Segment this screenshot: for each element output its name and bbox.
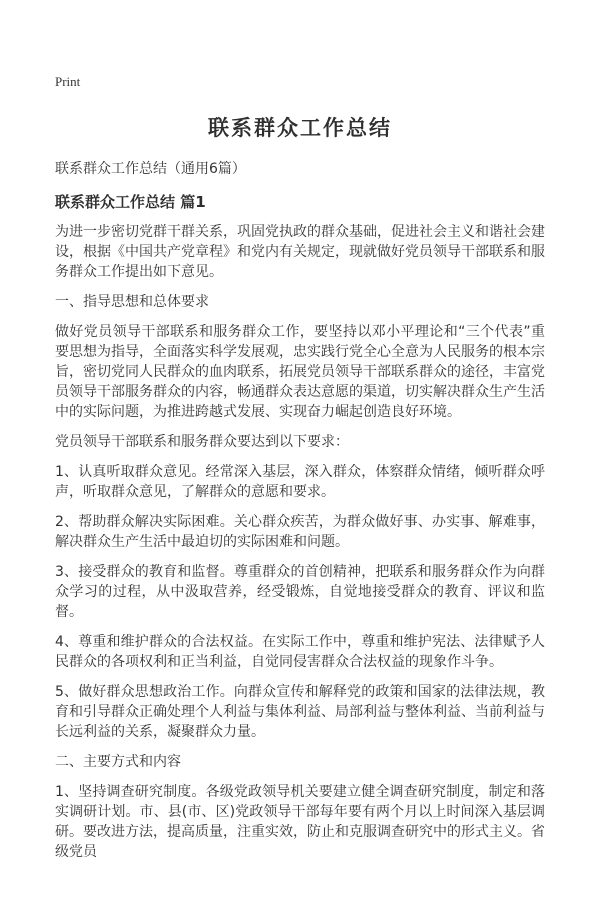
document-subtitle: 联系群众工作总结（通用6篇）	[55, 161, 246, 177]
paragraph: 为进一步密切党群干群关系，巩固党执政的群众基础，促进社会主义和谐社会建设，根据《中国共产党章程》和党内有关规定，现就做好党员领导干部联系和服务群众工作提出如下意见。	[55, 224, 545, 280]
article-content	[55, 222, 545, 862]
paragraph: 做好党员领导干部联系和服务群众工作，要坚持以邓小平理论和“三个代表”重要思想为指导，全面落实科学发展观，忠实践行党全心全意为人民服务的根本宗旨，密切党同人民群众的血肉联系，拓展党员领导干部联系群众的途径，丰富党员领导干部服务群众的内容，畅通群众表达意愿的渠道，切实解决群众生产生活中的实际问题，为推进跨越式发展、实现奋力崛起创造良好环境。	[55, 324, 545, 420]
article-heading: 联系群众工作总结 篇1	[55, 193, 206, 211]
paragraph: 2、帮助群众解决实际困难。关心群众疾苦，为群众做好事、办实事、解难事，解决群众生产生活中最迫切的实际困难和问题。	[55, 514, 545, 550]
paragraph: 1、坚持调查研究制度。各级党政领导机关要建立健全调查研究制度，制定和落实调研计划。市、县(市、区)党政领导干部每年要有两个月以上时间深入基层调研。要改进方法，提高质量，注重实效，防止和克服调查研究中的形式主义。省级党员	[55, 784, 545, 860]
paragraph: 1、认真听取群众意见。经常深入基层，深入群众，体察群众情绪，倾听群众呼声，听取群众意见，了解群众的意愿和要求。	[55, 464, 545, 500]
paragraph: 4、尊重和维护群众的合法权益。在实际工作中，尊重和维护宪法、法律赋予人民群众的各项权利和正当利益，自觉同侵害群众合法权益的现象作斗争。	[55, 634, 545, 670]
paragraph: 3、接受群众的教育和监督。尊重群众的首创精神，把联系和服务群众作为向群众学习的过程，从中汲取营养，经受锻炼，自觉地接受群众的教育、评议和监督。	[55, 564, 545, 620]
print-link[interactable]: Print	[55, 74, 81, 89]
paragraph: 党员领导干部联系和服务群众要达到以下要求：	[55, 434, 349, 450]
paragraph: 5、做好群众思想政治工作。向群众宣传和解释党的政策和国家的法律法规，教育和引导群众正确处理个人利益与集体利益、局部利益与整体利益、当前利益与长远利益的关系，凝聚群众力量。	[55, 684, 545, 740]
document-title: 联系群众工作总结	[208, 116, 392, 140]
section-heading: 一、指导思想和总体要求	[55, 294, 209, 310]
section-heading: 二、主要方式和内容	[55, 754, 181, 770]
